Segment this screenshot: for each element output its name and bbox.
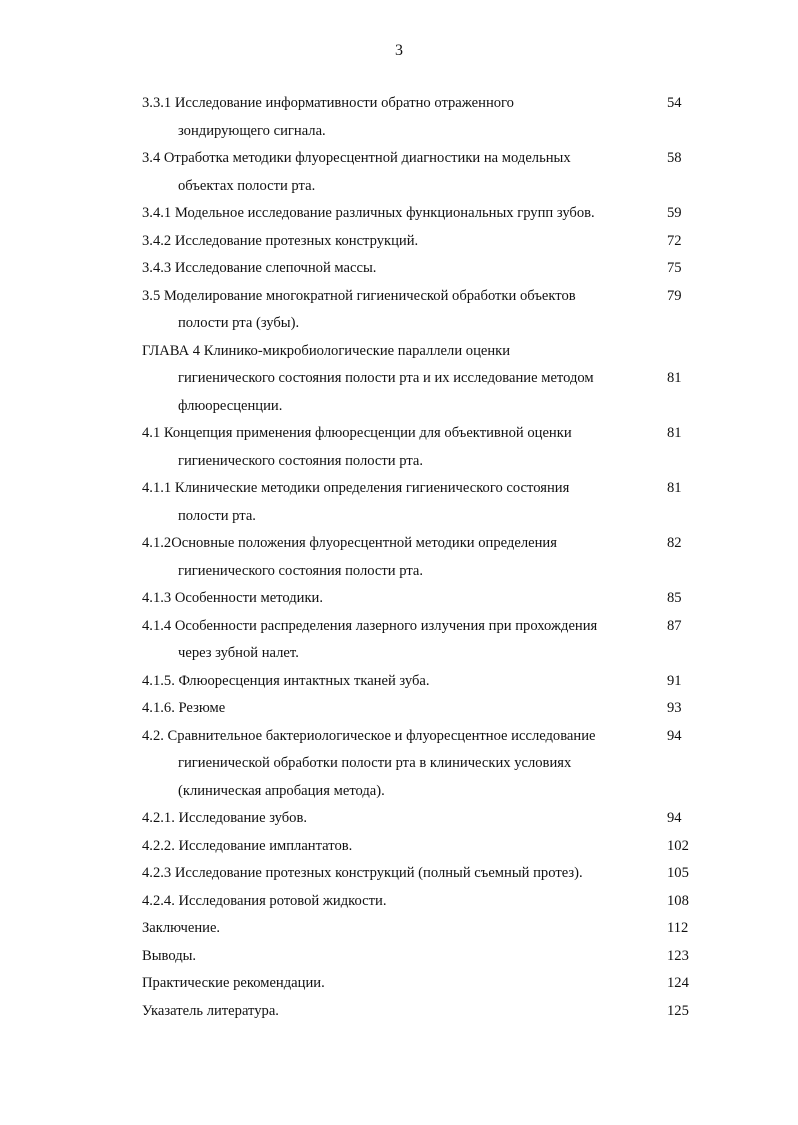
toc-entry-title-line: Практические рекомендации. xyxy=(142,975,325,991)
toc-entry-page-number: 94 xyxy=(667,810,682,826)
toc-entry-title-line: Заключение. xyxy=(142,920,221,936)
toc-entry xyxy=(142,805,708,833)
toc-entry-page-number: 81 xyxy=(667,480,682,496)
toc-entry-page-number: 85 xyxy=(667,590,682,606)
toc-entry-title-line: 4.2.1. Исследование зубов. xyxy=(142,810,308,826)
toc-entry-title xyxy=(142,338,667,421)
toc-entry-title xyxy=(142,695,667,723)
toc-entry-title-line: гигиенического состояния полости рта и их исследование методом xyxy=(178,370,594,386)
toc-entry-title xyxy=(142,915,667,943)
toc-entry-page-number: 108 xyxy=(667,892,689,909)
toc-entry-title xyxy=(142,475,667,530)
toc-entry-title-line: через зубной налет. xyxy=(178,645,299,661)
toc-entry-title xyxy=(142,200,667,228)
toc-entry-page-number: 123 xyxy=(667,947,689,964)
toc-entry-title-line: Выводы. xyxy=(142,947,197,964)
toc-entry xyxy=(142,888,708,916)
toc-entry-title xyxy=(142,530,667,585)
toc-entry-title-line: 4.1.4 Особенности распределения лазерного излучения при прохождения xyxy=(142,617,598,634)
toc-entry-title xyxy=(142,943,667,971)
toc-entry xyxy=(142,613,708,668)
toc-entry-title-line: 3.4.3 Исследование слепочной массы. xyxy=(142,260,377,276)
toc-entry-page xyxy=(667,888,708,916)
toc-entry-title-line: объектах полости рта. xyxy=(178,177,316,194)
toc-entry xyxy=(142,420,708,475)
toc-entry xyxy=(142,943,708,971)
page-number: 3 xyxy=(395,42,403,59)
toc-entry-page-number: 75 xyxy=(667,260,682,276)
toc-entry-page-number: 72 xyxy=(667,232,682,249)
toc-entry-title xyxy=(142,585,667,613)
toc-entry-page-number: 58 xyxy=(667,150,682,166)
toc-entry-title-line: 4.2.3 Исследование протезных конструкций (полный съемный протез). xyxy=(142,865,583,881)
toc-entry-title-line: 4.1.6. Резюме xyxy=(142,700,226,716)
toc-entry-title xyxy=(142,145,667,200)
toc-entry xyxy=(142,833,708,861)
toc-entry-page xyxy=(667,90,708,118)
toc-entry-page xyxy=(667,585,708,613)
toc-entry-page xyxy=(667,255,708,283)
toc-entry-title xyxy=(142,90,667,145)
toc-entry-title xyxy=(142,860,667,888)
toc-entry-page-number: 125 xyxy=(667,1002,689,1019)
toc-entry-title-line: 4.1 Концепция применения флюоресценции для объективной оценки xyxy=(142,425,572,441)
toc-entry xyxy=(142,200,708,228)
toc-entry xyxy=(142,145,708,200)
toc-entry-page xyxy=(667,805,708,833)
toc-entry xyxy=(142,255,708,283)
toc-entry-title xyxy=(142,833,667,861)
toc-entry-page xyxy=(667,970,708,998)
toc-entry xyxy=(142,860,708,888)
toc-entry-title-line: 3.4 Отработка методики флуоресцентной диагностики на модельных xyxy=(142,150,571,166)
toc-entry-title xyxy=(142,228,667,256)
toc-entry-page xyxy=(667,613,708,641)
toc-entry-page xyxy=(667,695,708,723)
toc-entry xyxy=(142,338,708,421)
toc-entry-title-line: 4.1.1 Клинические методики определения гигиенического состояния xyxy=(142,480,570,496)
toc-entry-title-line: (клиническая апробация метода). xyxy=(178,782,385,799)
toc-entry-page xyxy=(667,668,708,696)
toc-entry-page xyxy=(667,833,708,861)
toc-entry-page xyxy=(667,338,708,393)
toc-entry xyxy=(142,970,708,998)
toc-entry xyxy=(142,695,708,723)
toc-entry-title-line: 4.2. Сравнительное бактериологическое и флуоресцентное исследование xyxy=(142,727,596,744)
toc-entry-page-number: 93 xyxy=(667,700,682,716)
toc-entry-title xyxy=(142,723,667,806)
toc-entry-page-number: 94 xyxy=(667,727,682,744)
toc-entry-page-number: 79 xyxy=(667,287,682,304)
toc-entry-page xyxy=(667,860,708,888)
toc-entry xyxy=(142,228,708,256)
toc-entry xyxy=(142,90,708,145)
toc-entry-title-line: 3.3.1 Исследование информативности обратно отраженного xyxy=(142,95,514,111)
toc-entry-title xyxy=(142,283,667,338)
toc-entry-title-line: Указатель литература. xyxy=(142,1002,279,1019)
toc-entry-title-line: 3.4.2 Исследование протезных конструкций. xyxy=(142,232,419,249)
toc-entry-title xyxy=(142,805,667,833)
toc-entry-page-number: 59 xyxy=(667,205,682,221)
table-of-contents xyxy=(142,90,708,1025)
toc-entry xyxy=(142,723,708,806)
toc-entry-page-number: 81 xyxy=(667,425,682,441)
toc-entry-page xyxy=(667,943,708,971)
toc-entry xyxy=(142,585,708,613)
toc-entry-page-number: 82 xyxy=(667,535,682,551)
toc-entry-title-line: гигиенического состояния полости рта. xyxy=(178,562,424,579)
toc-entry-page xyxy=(667,530,708,558)
toc-entry-title-line: полости рта. xyxy=(178,507,256,524)
toc-entry-title-line: 3.4.1 Модельное исследование различных функциональных групп зубов. xyxy=(142,205,595,221)
toc-entry-page-number: 81 xyxy=(667,370,682,386)
toc-entry-title xyxy=(142,888,667,916)
toc-entry-page-number: 54 xyxy=(667,95,682,111)
toc-entry-title-line: 4.2.4. Исследования ротовой жидкости. xyxy=(142,892,387,909)
toc-entry-page-number: 105 xyxy=(667,865,689,881)
toc-entry-page xyxy=(667,200,708,228)
toc-entry-title xyxy=(142,613,667,668)
toc-entry-title-line: ГЛАВА 4 Клинико-микробиологические параллели оценки xyxy=(142,342,511,359)
toc-entry xyxy=(142,283,708,338)
toc-entry-title-line: 4.1.3 Особенности методики. xyxy=(142,590,324,606)
toc-entry-page xyxy=(667,420,708,448)
toc-entry-title-line: 4.2.2. Исследование имплантатов. xyxy=(142,837,353,854)
toc-entry-title xyxy=(142,420,667,475)
toc-entry-title-line: флюоресценции. xyxy=(178,397,283,414)
toc-entry-title-line: 4.1.5. Флюоресценция интактных тканей зуба. xyxy=(142,672,430,689)
toc-entry xyxy=(142,915,708,943)
toc-entry-page xyxy=(667,915,708,943)
toc-entry-page-number: 102 xyxy=(667,837,689,854)
toc-entry-page xyxy=(667,723,708,751)
toc-entry xyxy=(142,998,708,1026)
toc-entry-page-number: 124 xyxy=(667,975,689,991)
toc-entry-page-number: 91 xyxy=(667,672,682,689)
toc-entry-title-line: полости рта (зубы). xyxy=(178,315,300,331)
toc-entry-title xyxy=(142,970,667,998)
toc-entry-page xyxy=(667,475,708,503)
toc-entry-page xyxy=(667,228,708,256)
toc-entry-title-line: 4.1.2Основные положения флуоресцентной методики определения xyxy=(142,535,557,551)
toc-entry-title xyxy=(142,255,667,283)
toc-entry xyxy=(142,475,708,530)
toc-entry-title-line: зондирующего сигнала. xyxy=(178,122,326,139)
toc-entry-page-number: 112 xyxy=(667,920,689,936)
toc-entry xyxy=(142,668,708,696)
toc-entry-page-number: 87 xyxy=(667,617,682,634)
toc-entry-page xyxy=(667,998,708,1026)
toc-entry-title-line: гигиенического состояния полости рта. xyxy=(178,452,424,469)
toc-entry-page xyxy=(667,283,708,311)
toc-entry-title xyxy=(142,668,667,696)
toc-entry-title-line: 3.5 Моделирование многократной гигиенической обработки объектов xyxy=(142,287,576,304)
toc-entry-title-line: гигиенической обработки полости рта в клинических условиях xyxy=(178,755,572,771)
toc-entry-title xyxy=(142,998,667,1026)
toc-entry xyxy=(142,530,708,585)
toc-entry-page xyxy=(667,145,708,173)
